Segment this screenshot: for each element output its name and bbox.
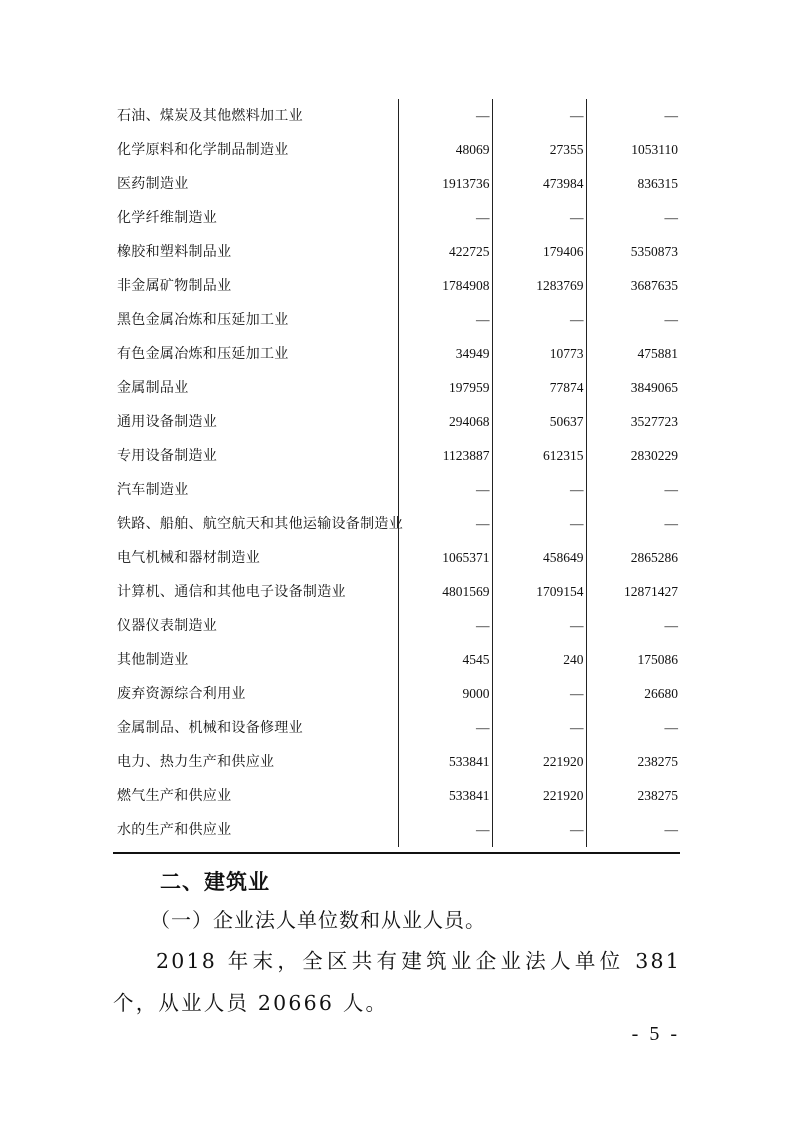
value-col3-cell: 1053110 xyxy=(586,133,680,167)
value-col2-cell: — xyxy=(492,303,586,337)
value-col2-cell: — xyxy=(492,201,586,235)
table-row xyxy=(113,643,680,677)
value-col1-cell: 1123887 xyxy=(398,439,492,473)
value-col3-cell: 238275 xyxy=(586,779,680,813)
section-heading: 二、建筑业 xyxy=(160,869,270,894)
table-row xyxy=(113,711,680,745)
industry-table-container xyxy=(113,99,680,847)
value-col1-cell: 9000 xyxy=(398,677,492,711)
industry-name-cell: 燃气生产和供应业 xyxy=(117,788,232,804)
value-col2-cell: 458649 xyxy=(492,541,586,575)
table-row xyxy=(113,405,680,439)
table-row xyxy=(113,609,680,643)
table-row xyxy=(113,575,680,609)
value-col1-cell: — xyxy=(398,303,492,337)
value-col2-cell: 50637 xyxy=(492,405,586,439)
value-col2-cell: — xyxy=(492,507,586,541)
value-col2-cell: 612315 xyxy=(492,439,586,473)
value-col1-cell: — xyxy=(398,507,492,541)
value-col3-cell: 12871427 xyxy=(586,575,680,609)
industry-name-cell: 汽车制造业 xyxy=(117,482,189,498)
industry-name-cell: 金属制品、机械和设备修理业 xyxy=(117,720,303,736)
value-col1-cell: — xyxy=(398,201,492,235)
value-col1-cell: 533841 xyxy=(398,745,492,779)
value-col3-cell: 238275 xyxy=(586,745,680,779)
table-row xyxy=(113,99,680,133)
subsection-heading: （一）企业法人单位数和从业人员。 xyxy=(150,908,486,932)
value-col1-cell: — xyxy=(398,609,492,643)
value-col3-cell: 2830229 xyxy=(586,439,680,473)
value-col1-cell: 4545 xyxy=(398,643,492,677)
industry-stats-table xyxy=(113,99,680,847)
value-col3-cell: — xyxy=(586,303,680,337)
value-col2-cell: — xyxy=(492,813,586,847)
industry-name-cell: 非金属矿物制品业 xyxy=(117,278,232,294)
industry-name-cell: 橡胶和塑料制品业 xyxy=(117,244,232,260)
value-col1-cell: 48069 xyxy=(398,133,492,167)
value-col2-cell: 1283769 xyxy=(492,269,586,303)
industry-name-cell: 化学原料和化学制品制造业 xyxy=(117,142,289,158)
industry-name-cell: 其他制造业 xyxy=(117,652,189,668)
value-col3-cell: 475881 xyxy=(586,337,680,371)
industry-name-cell: 黑色金属冶炼和压延加工业 xyxy=(117,312,289,328)
value-col2-cell: 240 xyxy=(492,643,586,677)
industry-name-cell: 废弃资源综合利用业 xyxy=(117,686,246,702)
industry-name-cell: 石油、煤炭及其他燃料加工业 xyxy=(117,108,303,124)
value-col3-cell: — xyxy=(586,99,680,133)
table-row xyxy=(113,337,680,371)
table-row xyxy=(113,371,680,405)
table-row xyxy=(113,303,680,337)
value-col2-cell: — xyxy=(492,99,586,133)
value-col2-cell: 179406 xyxy=(492,235,586,269)
value-col1-cell: 1913736 xyxy=(398,167,492,201)
industry-name-cell: 医药制造业 xyxy=(117,176,189,192)
value-col3-cell: 3527723 xyxy=(586,405,680,439)
value-col1-cell: 197959 xyxy=(398,371,492,405)
table-row xyxy=(113,269,680,303)
value-col3-cell: 3687635 xyxy=(586,269,680,303)
table-row xyxy=(113,541,680,575)
industry-name-cell: 铁路、船舶、航空航天和其他运输设备制造业 xyxy=(117,516,403,532)
value-col2-cell: 473984 xyxy=(492,167,586,201)
table-row xyxy=(113,813,680,847)
value-col3-cell: 5350873 xyxy=(586,235,680,269)
value-col3-cell: — xyxy=(586,473,680,507)
value-col1-cell: 4801569 xyxy=(398,575,492,609)
value-col3-cell: — xyxy=(586,201,680,235)
value-col3-cell: 2865286 xyxy=(586,541,680,575)
value-col2-cell: 77874 xyxy=(492,371,586,405)
value-col2-cell: — xyxy=(492,473,586,507)
value-col2-cell: 221920 xyxy=(492,779,586,813)
value-col1-cell: 1784908 xyxy=(398,269,492,303)
value-col3-cell: — xyxy=(586,711,680,745)
table-row xyxy=(113,133,680,167)
table-row xyxy=(113,201,680,235)
value-col1-cell: 294068 xyxy=(398,405,492,439)
value-col1-cell: — xyxy=(398,813,492,847)
value-col3-cell: — xyxy=(586,609,680,643)
value-col3-cell: 175086 xyxy=(586,643,680,677)
value-col1-cell: — xyxy=(398,99,492,133)
table-row xyxy=(113,439,680,473)
industry-name-cell: 计算机、通信和其他电子设备制造业 xyxy=(117,584,346,600)
industry-name-cell: 电气机械和器材制造业 xyxy=(117,550,260,566)
value-col2-cell: 221920 xyxy=(492,745,586,779)
value-col1-cell: — xyxy=(398,711,492,745)
body-paragraph: 2018 年末，全区共有建筑业企业法人单位 381 个，从业人员 20666 人。 xyxy=(113,949,681,1015)
industry-name-cell: 专用设备制造业 xyxy=(117,448,218,464)
page-number: - 5 - xyxy=(631,1023,680,1045)
value-col3-cell: 26680 xyxy=(586,677,680,711)
value-col2-cell: 10773 xyxy=(492,337,586,371)
value-col2-cell: — xyxy=(492,711,586,745)
industry-name-cell: 化学纤维制造业 xyxy=(117,210,218,226)
value-col2-cell: 1709154 xyxy=(492,575,586,609)
value-col1-cell: 34949 xyxy=(398,337,492,371)
industry-name-cell: 有色金属冶炼和压延加工业 xyxy=(117,346,289,362)
table-bottom-rule xyxy=(113,852,680,854)
industry-name-cell: 水的生产和供应业 xyxy=(117,822,232,838)
industry-table-body xyxy=(113,99,680,847)
industry-name-cell: 电力、热力生产和供应业 xyxy=(117,754,275,770)
table-row xyxy=(113,235,680,269)
value-col2-cell: — xyxy=(492,609,586,643)
value-col2-cell: — xyxy=(492,677,586,711)
industry-name-cell: 通用设备制造业 xyxy=(117,414,218,430)
table-row xyxy=(113,507,680,541)
table-row xyxy=(113,473,680,507)
value-col2-cell: 27355 xyxy=(492,133,586,167)
value-col3-cell: 836315 xyxy=(586,167,680,201)
table-row xyxy=(113,779,680,813)
value-col3-cell: 3849065 xyxy=(586,371,680,405)
industry-name-cell: 仪器仪表制造业 xyxy=(117,618,218,634)
value-col1-cell: 1065371 xyxy=(398,541,492,575)
industry-name-cell: 金属制品业 xyxy=(117,380,189,396)
value-col3-cell: — xyxy=(586,813,680,847)
value-col1-cell: — xyxy=(398,473,492,507)
table-row xyxy=(113,167,680,201)
table-row xyxy=(113,745,680,779)
table-row xyxy=(113,677,680,711)
value-col3-cell: — xyxy=(586,507,680,541)
value-col1-cell: 422725 xyxy=(398,235,492,269)
value-col1-cell: 533841 xyxy=(398,779,492,813)
